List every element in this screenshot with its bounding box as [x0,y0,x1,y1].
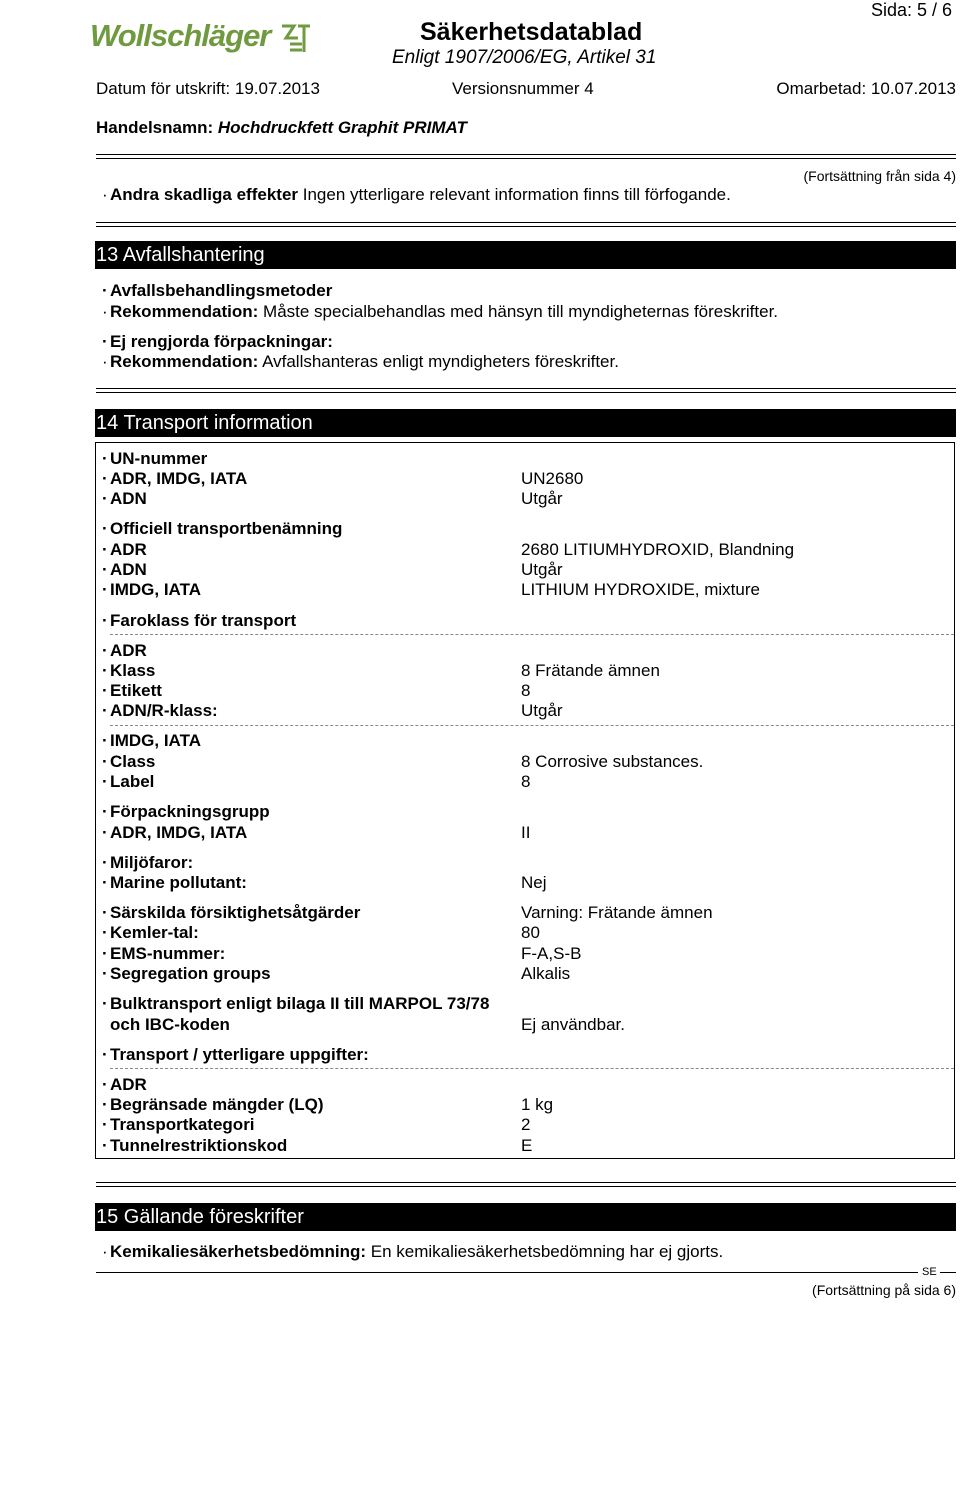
shipping-name-value: LITHIUM HYDROXIDE, mixture [521,580,760,599]
limited-quantity-label: · Begränsade mängder (LQ) [102,1095,324,1114]
adn-class-value: Utgår [521,701,563,720]
header-divider [96,154,956,159]
un-row-value: Utgår [521,489,563,508]
un-number-heading: · UN-nummer [102,449,208,468]
waste-methods-heading: · Avfallsbehandlingsmetoder [102,281,333,300]
company-logo-icon [276,22,316,56]
document-subtitle: Enligt 1907/2006/EG, Artikel 31 [392,47,657,68]
segregation-label: · Segregation groups [102,964,271,983]
tunnel-code-value: E [521,1136,533,1155]
imdg-class-value: 8 Corrosive substances. [521,752,704,771]
section-13-title: 13 Avfallshantering [95,241,956,269]
section-divider [96,222,956,227]
transport-extra-heading: · Transport / ytterligare uppgifter: [102,1045,369,1064]
environmental-hazards-heading: · Miljöfaror: [102,853,194,872]
extra-adr-heading: · ADR [102,1075,147,1094]
segregation-value: Alkalis [521,964,571,983]
imdg-heading: · IMDG, IATA [102,731,201,750]
footer-divider [96,1272,918,1273]
kemler-label: · Kemler-tal: [102,923,199,942]
company-logo-text: Wollschläger [90,18,271,53]
dashed-divider [110,725,954,726]
packing-group-value: II [521,823,531,842]
packing-group-heading: · Förpackningsgrupp [102,802,270,821]
shipping-name-label: · ADN [102,560,147,579]
shipping-name-label: · ADR [102,540,147,559]
footer-divider [940,1272,956,1273]
un-row-label: · ADR, IMDG, IATA [102,469,248,488]
continued-from: (Fortsättning från sida 4) [803,168,956,184]
limited-quantity-value: 1 kg [521,1095,554,1114]
adr-label-label: · Etikett [102,681,162,700]
recommendation-1: · Rekommendation: Måste specialbehandlas med hänsyn till myndigheternas föreskrifter. [102,302,779,321]
hazard-class-heading: · Faroklass för transport [102,611,297,630]
transport-category-value: 2 [521,1115,531,1134]
imdg-label-value: 8 [521,772,531,791]
ems-label: · EMS-nummer: [102,944,226,963]
marine-pollutant-value: Nej [521,873,547,892]
section-15-title: 15 Gällande föreskrifter [95,1203,956,1231]
tunnel-code-label: · Tunnelrestriktionskod [102,1136,288,1155]
page-number: Sida: 5 / 6 [870,0,952,20]
section-divider [96,388,956,393]
transport-category-label: · Transportkategori [102,1115,255,1134]
shipping-name-heading: · Officiell transportbenämning [102,519,343,538]
trade-name-line [96,118,467,138]
un-row-label: · ADN [102,489,147,508]
adr-class-value: 8 Frätande ämnen [521,661,660,680]
shipping-name-value: Utgår [521,560,563,579]
revised-date: Omarbetad: 10.07.2013 [776,79,956,98]
recommendation-2: · Rekommendation: Avfallshanteras enligt myndigheters föreskrifter. [102,352,619,371]
section-divider [96,1182,956,1187]
special-precautions-value: Varning: Frätande ämnen [521,903,713,922]
adr-class-label: · Klass [102,661,156,680]
bulk-transport-label-2: och IBC-koden [110,1015,230,1034]
adn-class-label: · ADN/R-klass: [102,701,218,720]
adr-label-value: 8 [521,681,531,700]
shipping-name-label: · IMDG, IATA [102,580,201,599]
shipping-name-value: 2680 LITIUMHYDROXID, Blandning [521,540,795,559]
continued-on: (Fortsättning på sida 6) [812,1282,956,1298]
trade-name-value: Hochdruckfett Graphit PRIMAT [217,118,467,137]
country-code: SE [922,1266,937,1278]
version-number: Versionsnummer 4 [452,79,594,98]
uncleaned-packaging-heading: · Ej rengjorda förpackningar: [102,332,333,351]
marine-pollutant-label: · Marine pollutant: [102,873,247,892]
imdg-class-label: · Class [102,752,156,771]
un-row-value: UN2680 [521,469,584,488]
bulk-transport-value: Ej användbar. [521,1015,625,1034]
section-14-title: 14 Transport information [95,409,956,437]
adr-heading: · ADR [102,641,147,660]
other-effects-text: Ingen ytterligare relevant information finns till förfogande. [302,185,731,204]
kemler-value: 80 [521,923,540,942]
imdg-label-label: · Label [102,772,155,791]
other-effects-line: · Andra skadliga effekter Ingen ytterligare relevant information finns till förfogande. [102,185,731,204]
packing-group-label: · ADR, IMDG, IATA [102,823,248,842]
other-effects-label: Andra skadliga effekter [110,185,299,204]
chemical-safety-assessment: · Kemikaliesäkerhetsbedömning: En kemikaliesäkerhetsbedömning har ej gjorts. [102,1242,724,1261]
bulk-transport-label: · Bulktransport enligt bilaga II till MARPOL 73/78 [102,994,490,1013]
special-precautions-label: · Särskilda försiktighetsåtgärder [102,903,361,922]
print-date: Datum för utskrift: 19.07.2013 [96,79,320,98]
dashed-divider [110,634,954,635]
dashed-divider [110,1068,954,1069]
trade-name-label: Handelsnamn: [96,118,214,137]
document-title: Säkerhetsdatablad [420,18,643,46]
ems-value: F-A,S-B [521,944,582,963]
